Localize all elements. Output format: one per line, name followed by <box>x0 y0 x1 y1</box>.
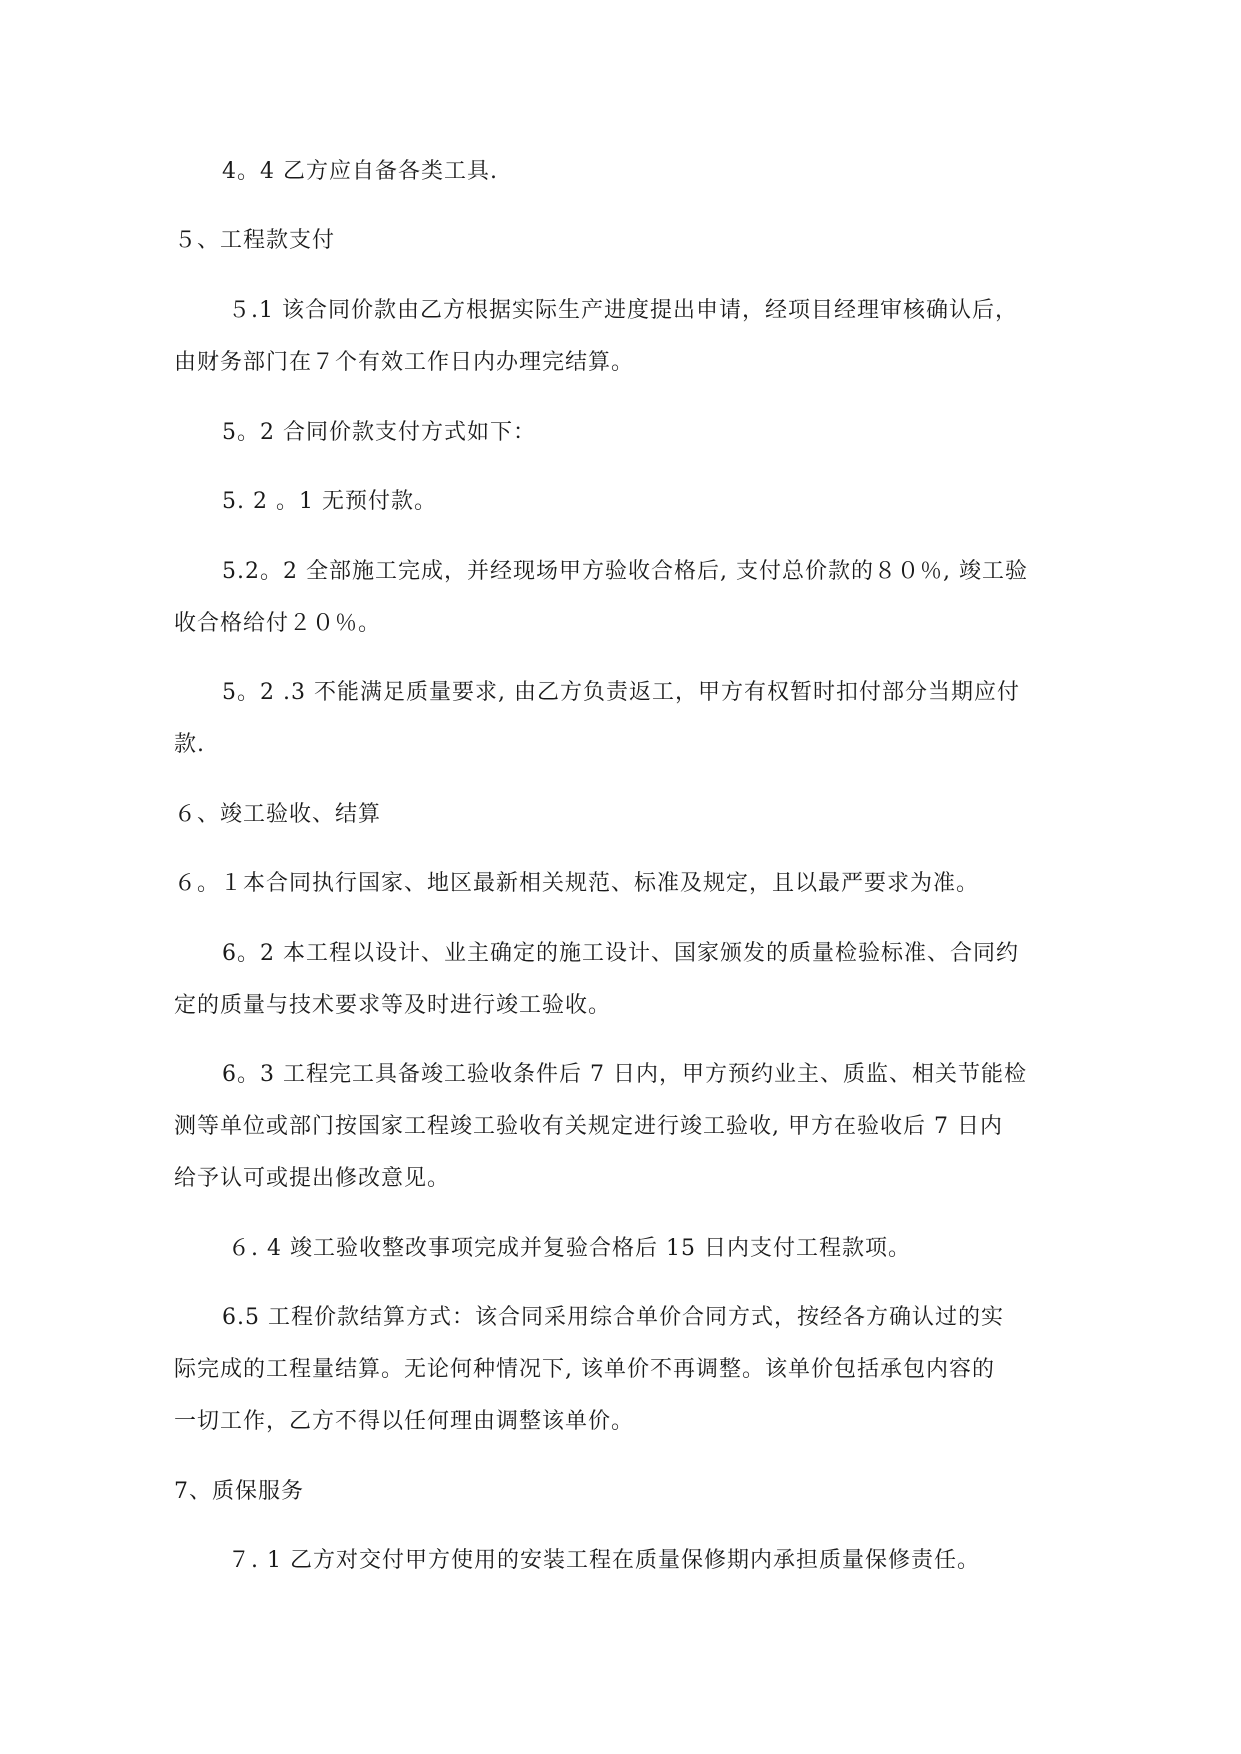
clause-5-2-1: 5. 2 。1 无预付款。 <box>222 489 437 514</box>
clause-6-5-line-2: 际完成的工程量结算。无论何种情况下, 该单价不再调整。该单价包括承包内容的 <box>174 1357 995 1382</box>
clause-6-3-line-3: 给予认可或提出修改意见。 <box>174 1166 451 1191</box>
clause-6-1: ６。１本合同执行国家、地区最新相关规范、标准及规定，且以最严要求为准。 <box>174 871 980 896</box>
clause-6-2-line-2: 定的质量与技术要求等及时进行竣工验收。 <box>174 993 612 1018</box>
section-5-heading: ５、工程款支付 <box>174 228 336 253</box>
section-6-heading: ６、竣工验收、结算 <box>174 802 382 827</box>
clause-6-3-line-2: 测等单位或部门按国家工程竣工验收有关规定进行竣工验收, 甲方在验收后 7 日内 <box>174 1114 1003 1139</box>
clause-5-2-2-line-2: 收合格给付２０％。 <box>174 611 382 636</box>
clause-6-5-line-1: 6.5 工程价款结算方式：该合同采用综合单价合同方式，按经各方确认过的实 <box>222 1305 1004 1330</box>
clause-5-2: 5。2 合同价款支付方式如下： <box>222 420 536 445</box>
clause-4-4: 4。4 乙方应自备各类工具. <box>222 159 498 184</box>
clause-6-5-line-3: 一切工作，乙方不得以任何理由调整该单价。 <box>174 1409 635 1434</box>
clause-5-2-2-line-1: 5.2。2 全部施工完成，并经现场甲方验收合格后, 支付总价款的８０％, 竣工验 <box>222 559 1028 584</box>
clause-6-2-line-1: 6。2 本工程以设计、业主确定的施工设计、国家颁发的质量检验标准、合同约 <box>222 941 1019 966</box>
clause-6-3-line-1: 6。3 工程完工具备竣工验收条件后 7 日内，甲方预约业主、质监、相关节能检 <box>222 1062 1027 1087</box>
clause-5-1-line-1: ５.1 该合同价款由乙方根据实际生产进度提出申请，经项目经理审核确认后， <box>228 298 1018 323</box>
section-7-heading: 7、质保服务 <box>174 1479 304 1504</box>
clause-5-2-3-line-2: 款. <box>174 732 205 757</box>
clause-6-4: ６. 4 竣工验收整改事项完成并复验合格后 15 日内支付工程款项。 <box>228 1236 911 1261</box>
clause-7-1: ７. 1 乙方对交付甲方使用的安装工程在质量保修期内承担质量保修责任。 <box>228 1548 980 1573</box>
clause-5-1-line-2: 由财务部门在７个有效工作日内办理完结算。 <box>174 350 635 375</box>
clause-5-2-3-line-1: 5。2 .3 不能满足质量要求, 由乙方负责返工，甲方有权暂时扣付部分当期应付 <box>222 680 1020 705</box>
